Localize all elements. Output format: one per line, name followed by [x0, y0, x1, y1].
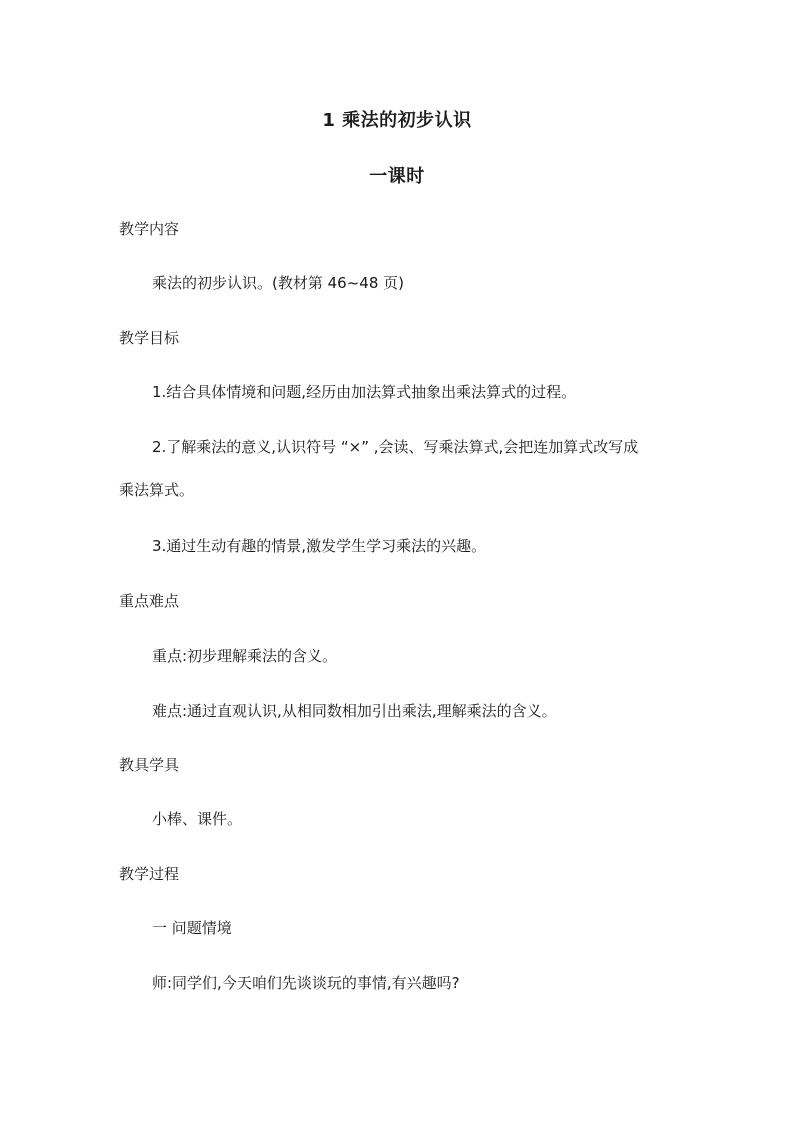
goal-item-1: 1.结合具体情境和问题,经历由加法算式抽象出乘法算式的过程。 [152, 383, 577, 401]
page-subtitle: 一课时 [369, 166, 425, 187]
process-step-1: 一 问题情境 [152, 919, 232, 937]
content-text: 乘法的初步认识。(教材第 46~48 页) [152, 274, 404, 292]
teacher-line: 师:同学们,今天咱们先谈谈玩的事情,有兴趣吗? [152, 974, 460, 992]
goal-item-2-line-2: 乘法算式。 [119, 481, 195, 499]
tools-text: 小棒、课件。 [152, 810, 243, 828]
page-title: 1 乘法的初步认识 [322, 110, 472, 131]
section-heading-goals: 教学目标 [119, 329, 180, 347]
goal-item-2-line-1: 2.了解乘法的意义,认识符号 “×” ,会读、写乘法算式,会把连加算式改写成 [152, 438, 639, 456]
goal-item-3: 3.通过生动有趣的情景,激发学生学习乘法的兴趣。 [152, 537, 487, 555]
section-heading-key-points: 重点难点 [119, 592, 180, 610]
difficult-point: 难点:通过直观认识,从相同数相加引出乘法,理解乘法的含义。 [152, 702, 557, 720]
key-point: 重点:初步理解乘法的含义。 [152, 647, 338, 665]
section-heading-content: 教学内容 [119, 220, 180, 238]
section-heading-process: 教学过程 [119, 865, 180, 883]
section-heading-tools: 教具学具 [119, 756, 180, 774]
